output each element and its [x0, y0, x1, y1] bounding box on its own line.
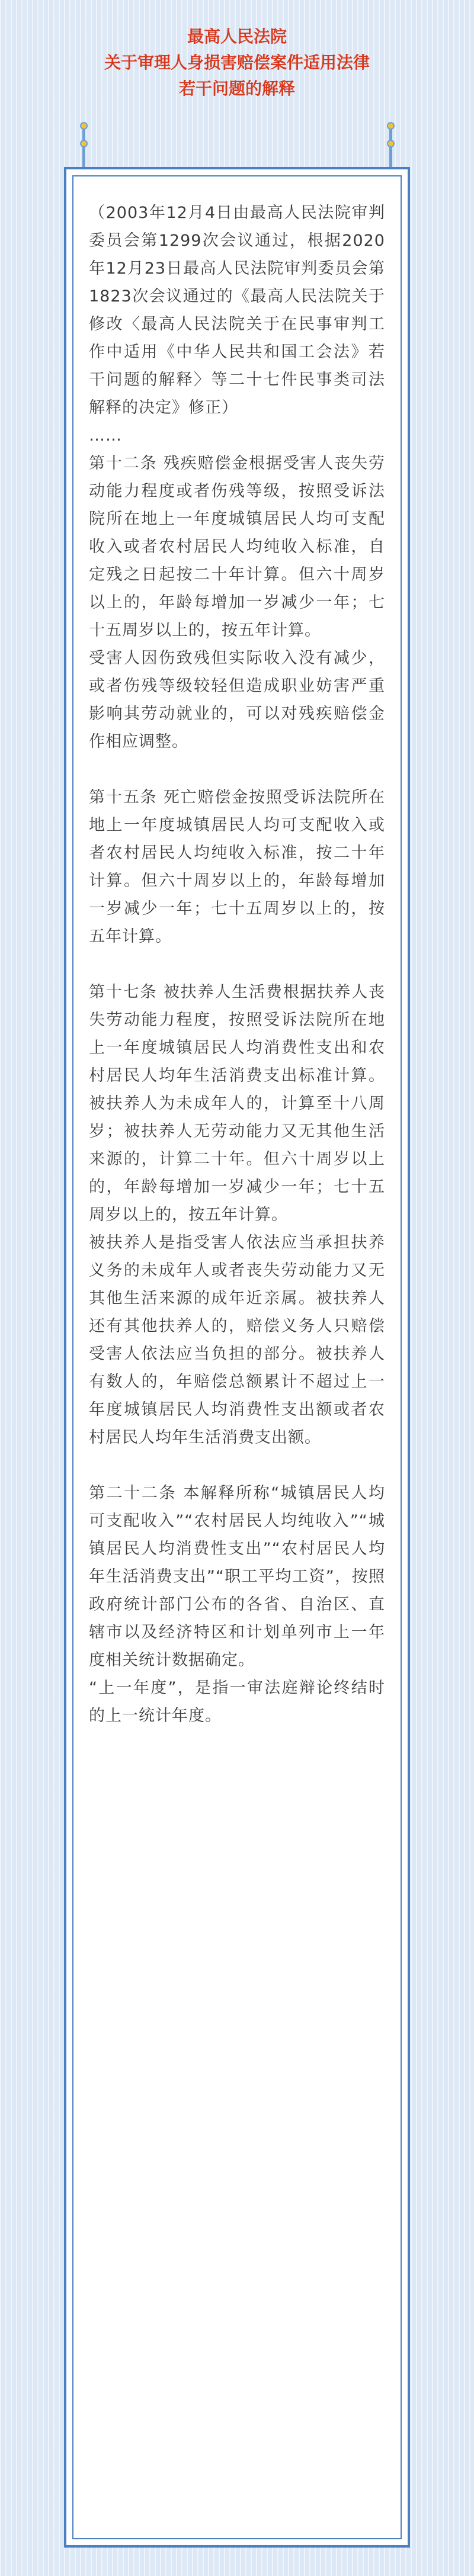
left-upper-dot	[80, 122, 88, 130]
title-line-3: 若干问题的解释	[178, 79, 295, 98]
left-lower-dot	[80, 140, 88, 147]
article-15-paragraph: 第十五条 死亡赔偿金按照受诉法院所在地上一年度城镇居民人均可支配收入或者农村居民人均纯收入标准，按二十年计算。但六十周岁以上的，年龄每增加一岁减少一年；七十五周岁以上的，按五年计算。	[89, 788, 385, 946]
article-22-paragraph-1: 第二十二条 本解释所称“城镇居民人均可支配收入”“农村居民人均纯收入”“城镇居民人均消费性支出”“农村居民人均年生活消费支出”“职工平均工资”，按照政府统计部门公布的各省、自治区、直辖市以及经济特区和计划单列市上一年度相关统计数据确定。	[89, 1484, 385, 1669]
document-body	[89, 199, 385, 1730]
ellipsis: ……	[89, 426, 122, 445]
title-line-1: 最高人民法院	[187, 27, 287, 46]
article-22-paragraph-2: “上一年度”，是指一审法庭辩论终结时的上一统计年度。	[89, 1679, 385, 1725]
paragraph-gap	[89, 1451, 385, 1479]
article-17-paragraph-1: 第十七条 被扶养人生活费根据扶养人丧失劳动能力程度，按照受诉法院所在地上一年度城镇居民人均消费性支出和农村居民人均年生活消费支出标准计算。被扶养人为未成年人的，计算至十八周岁；被扶养人无劳动能力又无其他生活来源的，计算二十年。但六十周岁以上的，年龄每增加一岁减少一年；七十五周岁以上的，按五年计算。	[89, 983, 385, 1224]
right-upper-dot	[387, 122, 395, 130]
document-frame	[64, 167, 410, 2548]
article-12-paragraph-1: 第十二条 残疾赔偿金根据受害人丧失劳动能力程度或者伤残等级，按照受诉法院所在地上一年度城镇居民人均可支配收入或者农村居民人均纯收入标准，自定残之日起按二十年计算。但六十周岁以上的，年龄每增加一岁减少一年；七十五周岁以上的，按五年计算。	[89, 454, 385, 640]
paragraph-gap	[89, 756, 385, 783]
right-lower-dot	[387, 140, 395, 147]
left-connector-line	[82, 127, 85, 170]
right-connector-line	[389, 127, 392, 170]
title-line-2: 关于审理人身损害赔偿案件适用法律	[104, 53, 370, 72]
article-17-paragraph-2: 被扶养人是指受害人依法应当承担扶养义务的未成年人或者丧失劳动能力又无其他生活来源的成年近亲属。被扶养人还有其他扶养人的，赔偿义务人只赔偿受害人依法应当负担的部分。被扶养人有数人的，年赔偿总额累计不超过上一年度城镇居民人均消费性支出额或者农村居民人均年生活消费支出额。	[89, 1234, 385, 1447]
document-inner-frame	[72, 175, 402, 2539]
preamble-paragraph: （2003年12月4日由最高人民法院审判委员会第1299次会议通过，根据2020年12月23日最高人民法院审判委员会第1823次会议通过的《最高人民法院关于修改〈最高人民法院关于在民事审判工作中适用《中华人民共和国工会法》若干问题的解释〉等二十七件民事类司法解释的决定》修正）	[89, 204, 385, 417]
article-12-paragraph-2: 受害人因伤致残但实际收入没有减少，或者伤残等级较轻但造成职业妨害严重影响其劳动就业的，可以对残疾赔偿金作相应调整。	[89, 649, 385, 751]
document-title	[0, 24, 474, 102]
paragraph-gap	[89, 950, 385, 978]
